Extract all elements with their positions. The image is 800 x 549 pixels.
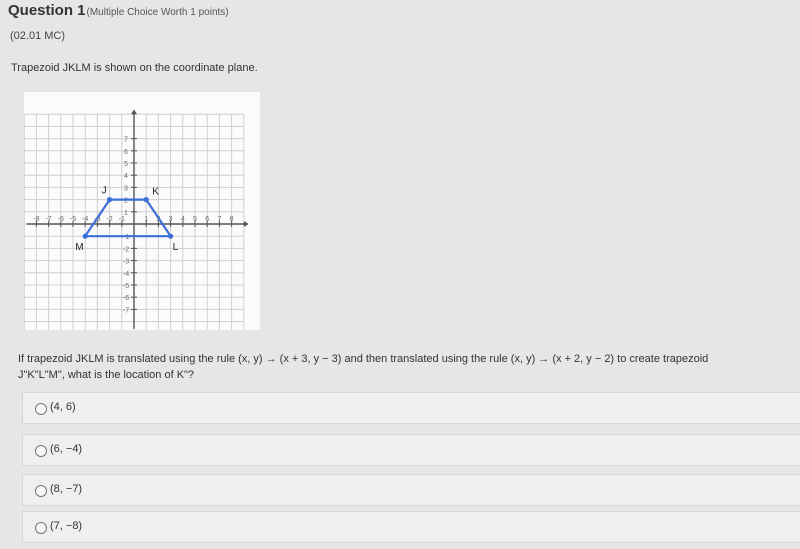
question-stem: Trapezoid JKLM is shown on the coordinate plane.: [11, 62, 258, 74]
x-axis-arrow: [244, 221, 249, 227]
choice-c[interactable]: [22, 474, 800, 506]
y-tick-label: -4: [122, 270, 130, 278]
x-tick-label: 3: [168, 216, 173, 223]
y-tick-label: -7: [122, 307, 130, 315]
y-tick-label: -3: [122, 258, 130, 266]
x-tick-label: 5: [193, 216, 197, 223]
y-tick-label: 3: [124, 185, 128, 193]
vertex-label-j: J: [101, 185, 107, 197]
y-tick-label: -5: [122, 283, 130, 290]
y-tick-label: 4: [124, 173, 128, 181]
y-tick-label: 7: [124, 136, 128, 144]
coordinate-plane: [24, 92, 260, 330]
vertex-label-k: K: [152, 186, 159, 198]
radio-button[interactable]: [35, 522, 47, 534]
prompt-line-1: If trapezoid JKLM is translated using the rule (x, y) → (x + 3, y − 3) and then translated using the rule (x, y) → (x + 2, y − 2) to create trapezoid: [18, 353, 709, 365]
y-tick-label: 6: [124, 148, 128, 156]
question-prompt: [18, 351, 800, 383]
x-tick-label: -6: [57, 216, 64, 223]
x-tick-label: 7: [217, 216, 222, 223]
vertex-point-l: [168, 234, 173, 239]
x-tick-label: 2: [156, 216, 161, 223]
radio-button[interactable]: [35, 445, 47, 457]
choice-d[interactable]: [22, 511, 800, 543]
vertex-label-m: M: [75, 242, 84, 254]
question-number: Question 1: [8, 2, 86, 19]
choice-label: (8, −7): [50, 483, 83, 495]
choice-label: (7, −8): [50, 520, 83, 532]
y-tick-label: -2: [122, 246, 130, 254]
vertex-point-m: [83, 234, 88, 239]
y-tick-label: 5: [124, 161, 128, 168]
prompt-line-2: J"K"L"M", what is the location of K"?: [18, 369, 195, 381]
x-tick-label: 6: [205, 216, 210, 223]
x-tick-label: 4: [180, 216, 185, 223]
trapezoid-jklm: [85, 197, 170, 237]
x-tick-label: -3: [94, 216, 101, 223]
choice-b[interactable]: [22, 434, 800, 466]
x-tick-label: -4: [82, 216, 89, 223]
choice-a[interactable]: [22, 392, 800, 424]
y-axis-arrow: [131, 109, 137, 114]
x-tick-label: -2: [106, 216, 113, 223]
x-tick-label: -1: [118, 216, 125, 223]
x-tick-label: 1: [144, 216, 149, 223]
question-code: (02.01 MC): [10, 30, 66, 42]
y-tick-label: -6: [122, 295, 130, 303]
vertex-point-k: [144, 197, 149, 202]
question-worth: (Multiple Choice Worth 1 points): [86, 7, 229, 18]
x-tick-label: -5: [69, 216, 77, 223]
y-tick-label: 2: [124, 197, 128, 205]
vertex-label-l: L: [172, 242, 179, 254]
x-tick-label: -7: [45, 216, 52, 223]
choice-label: (6, −4): [50, 443, 83, 455]
choice-label: (4, 6): [50, 401, 76, 413]
coordinate-plane-image: [24, 92, 260, 330]
vertex-point-j: [107, 197, 112, 202]
x-tick-label: 8: [229, 216, 234, 223]
question-title: [8, 2, 229, 19]
radio-button[interactable]: [35, 403, 47, 415]
y-tick-label: 1: [124, 209, 128, 217]
x-tick-label: -8: [33, 216, 40, 223]
radio-button[interactable]: [35, 485, 47, 497]
y-tick-label: -1: [122, 234, 130, 242]
